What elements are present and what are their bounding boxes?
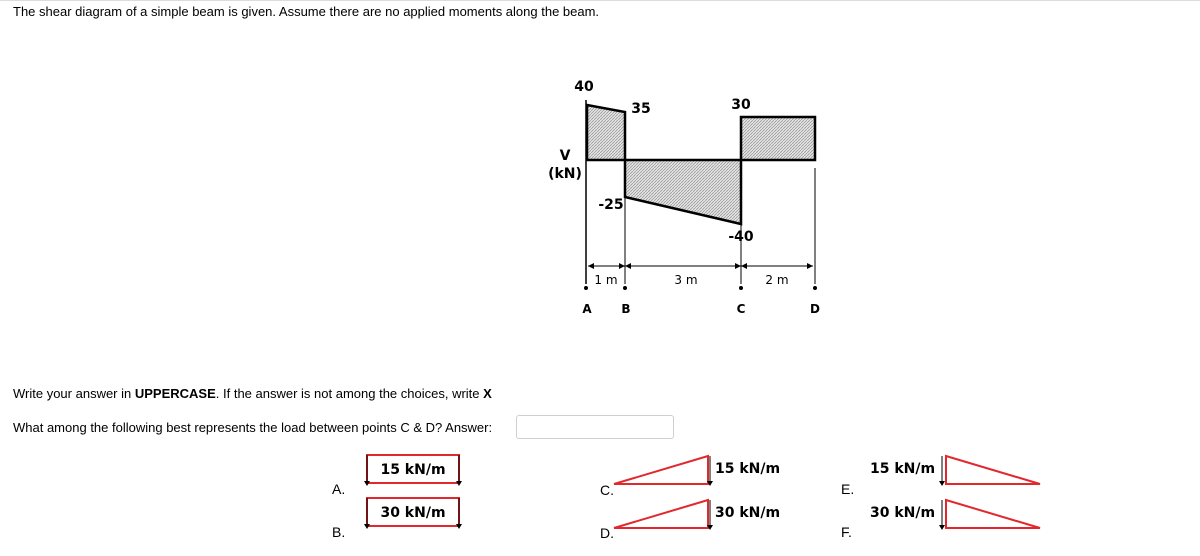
- shear-region-ab: [587, 105, 625, 160]
- support-dot-b: [623, 286, 627, 290]
- choice-letter-f: F.: [841, 524, 852, 540]
- choice-a-label: 15 kN/m: [380, 462, 446, 478]
- support-dot-c: [739, 286, 743, 290]
- top-divider: [0, 0, 1200, 1]
- choice-f-diagram: [868, 496, 1046, 532]
- point-b: B: [621, 302, 631, 316]
- choice-letter-b: B.: [332, 524, 346, 540]
- choice-d-diagram: [612, 496, 792, 532]
- label-30: 30: [731, 97, 751, 113]
- instruction-mid: . If the answer is not among the choices, write: [215, 386, 484, 401]
- axis-label-v: V: [559, 148, 571, 164]
- dimension-cd: 2 m: [765, 273, 789, 287]
- dimension-ab: 1 m: [594, 273, 618, 287]
- label-minus-25: -25: [598, 197, 624, 213]
- choice-b-diagram: [362, 496, 464, 530]
- axis-label-kn: (kN): [548, 166, 582, 182]
- instruction-pre: Write your answer in: [13, 386, 135, 401]
- choice-c-diagram: [612, 452, 792, 488]
- point-a: A: [582, 302, 592, 316]
- question-prompt: The shear diagram of a simple beam is given. Assume there are no applied moments along the beam.: [13, 4, 600, 19]
- support-dot-d: [813, 286, 817, 290]
- answer-question: What among the following best represents the load between points C & D? Answer:: [13, 420, 493, 435]
- choice-letter-e: E.: [841, 481, 855, 497]
- shear-region-cd: [741, 117, 815, 160]
- choice-e-diagram: [868, 452, 1046, 488]
- choice-letter-a: A.: [332, 481, 346, 497]
- instruction-uppercase: UPPERCASE: [134, 386, 216, 401]
- choice-letter-d: D.: [600, 525, 614, 541]
- choice-a-diagram: [362, 453, 464, 487]
- label-35: 35: [631, 101, 651, 117]
- answer-input[interactable]: [516, 415, 674, 439]
- label-minus-40: -40: [728, 229, 754, 245]
- choice-letter-c: C.: [600, 482, 614, 498]
- choice-d-label: 30 kN/m: [715, 505, 781, 521]
- shear-diagram: [540, 70, 840, 330]
- shear-region-bc: [625, 160, 741, 224]
- choice-f-label: 30 kN/m: [870, 505, 936, 521]
- instruction: [13, 386, 492, 401]
- choice-c-label: 15 kN/m: [715, 461, 781, 477]
- choice-e-label: 15 kN/m: [870, 461, 936, 477]
- point-d: D: [810, 302, 820, 316]
- dimension-bc: 3 m: [674, 273, 698, 287]
- label-40: 40: [574, 79, 594, 95]
- instruction-x: X: [483, 386, 492, 401]
- support-dot-a: [584, 286, 588, 290]
- point-c: C: [736, 302, 746, 316]
- choice-b-label: 30 kN/m: [380, 505, 446, 521]
